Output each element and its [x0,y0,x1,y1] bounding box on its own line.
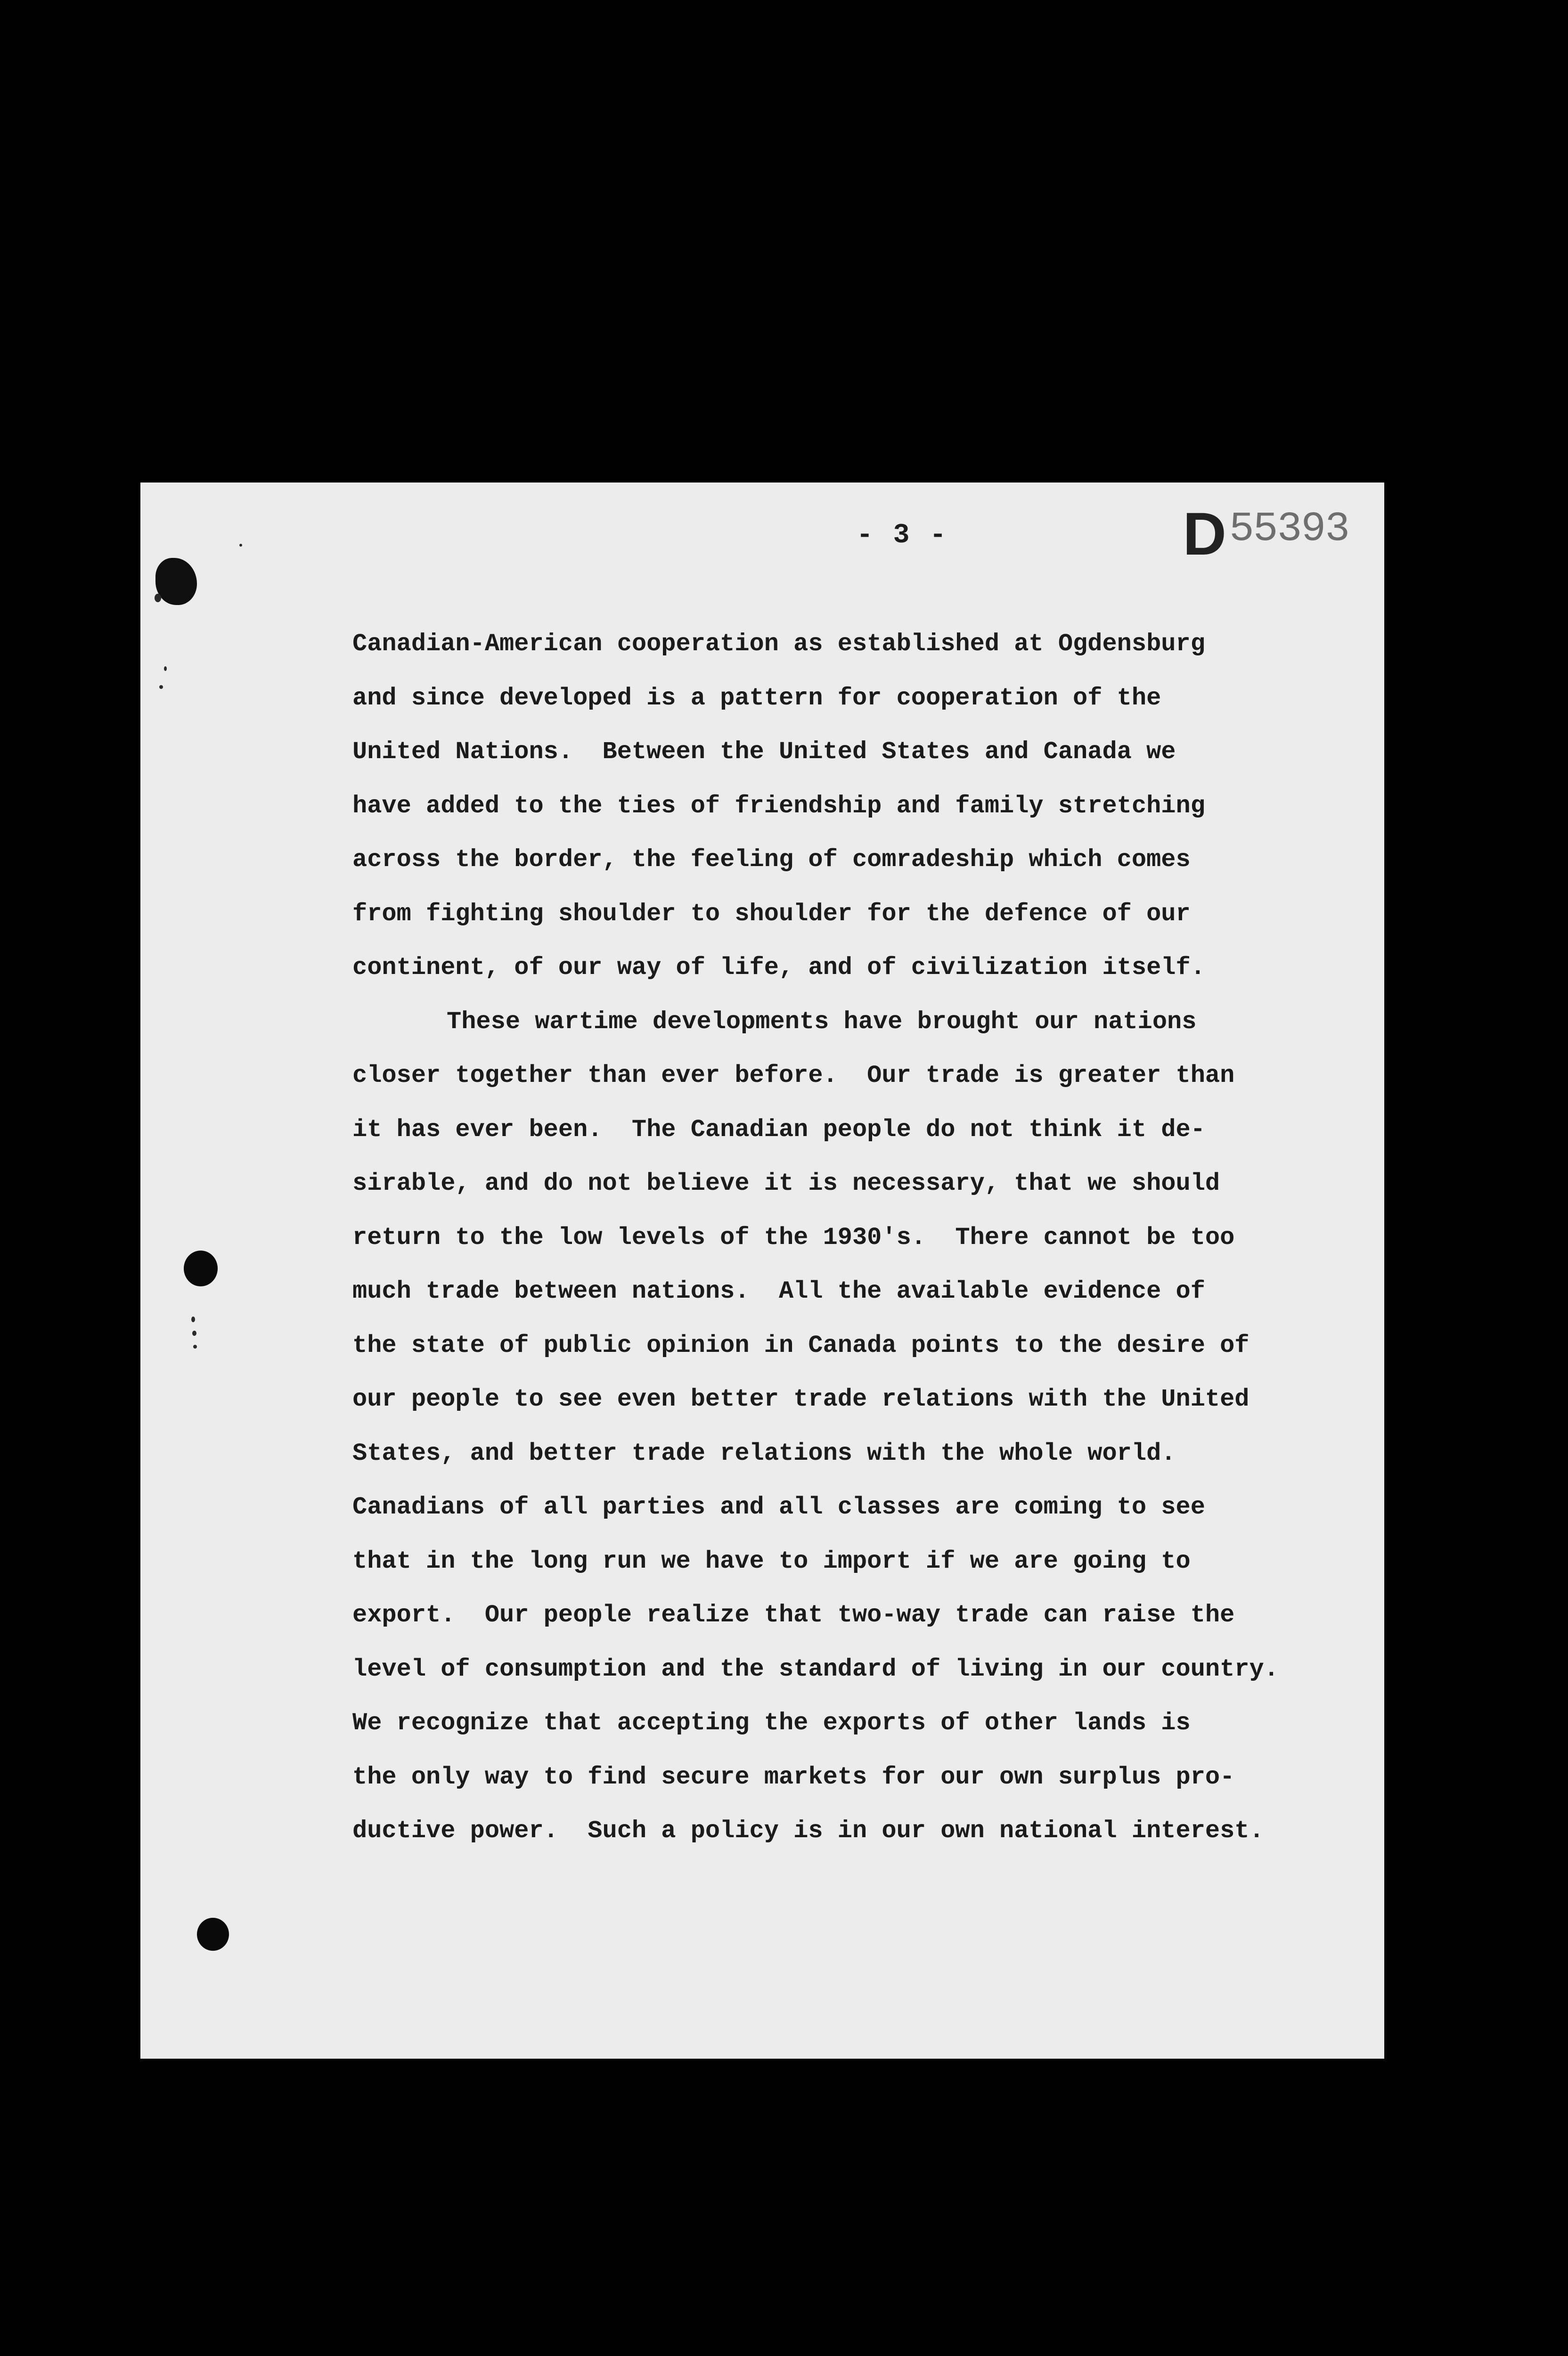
text-line: that in the long run we have to import if we are going to [352,1547,1191,1575]
text-line: it has ever been. The Canadian people do not think it de- [352,1115,1205,1144]
ink-blot-mark [155,558,197,605]
text-line: our people to see even better trade relations with the United [352,1385,1250,1413]
text-line: and since developed is a pattern for cooperation of the [352,684,1161,712]
text-line: across the border, the feeling of comradeship which comes [352,846,1191,874]
punch-hole-lower [197,1918,229,1951]
text-line: Canadians of all parties and all classes are coming to see [352,1493,1205,1521]
archive-stamp [1183,500,1349,568]
text-line: United Nations. Between the United States and Canada we [352,738,1176,766]
text-line: the state of public opinion in Canada points to the desire of [352,1331,1250,1359]
margin-speck [193,1345,197,1349]
margin-speck [191,1317,195,1322]
margin-speck [159,685,163,689]
archive-stamp-letter: D [1183,500,1226,568]
text-line: level of consumption and the standard of living in our country. [352,1655,1279,1683]
margin-speck [239,544,242,547]
margin-speck [192,1331,196,1336]
text-line: much trade between nations. All the available evidence of [352,1277,1205,1305]
text-line: have added to the ties of friendship and family stretching [352,792,1205,820]
archive-stamp-number: 55393 [1229,506,1349,553]
text-line: States, and better trade relations with the whole world. [352,1439,1176,1467]
text-line: return to the low levels of the 1930's. There cannot be too [352,1223,1235,1252]
body-text [352,617,1365,1858]
punch-hole-upper [184,1251,218,1286]
text-line-paragraph-start: These wartime developments have brought our nations [447,1007,1197,1036]
text-line: export. Our people realize that two-way trade can raise the [352,1601,1235,1629]
text-line: from fighting shoulder to shoulder for the defence of our [352,900,1191,928]
document-page [140,483,1384,2059]
text-line: We recognize that accepting the exports of other lands is [352,1709,1191,1737]
text-line: the only way to find secure markets for our own surplus pro- [352,1763,1235,1791]
margin-speck [164,666,167,671]
margin-speck [155,594,161,602]
text-line: continent, of our way of life, and of civilization itself. [352,954,1205,982]
text-line: closer together than ever before. Our trade is greater than [352,1062,1235,1089]
text-line: Canadian-American cooperation as established at Ogdensburg [352,630,1205,658]
text-line: sirable, and do not believe it is necessary, that we should [352,1170,1220,1197]
text-line: ductive power. Such a policy is in our own national interest. [352,1817,1264,1845]
page-number: - 3 - [857,520,948,551]
